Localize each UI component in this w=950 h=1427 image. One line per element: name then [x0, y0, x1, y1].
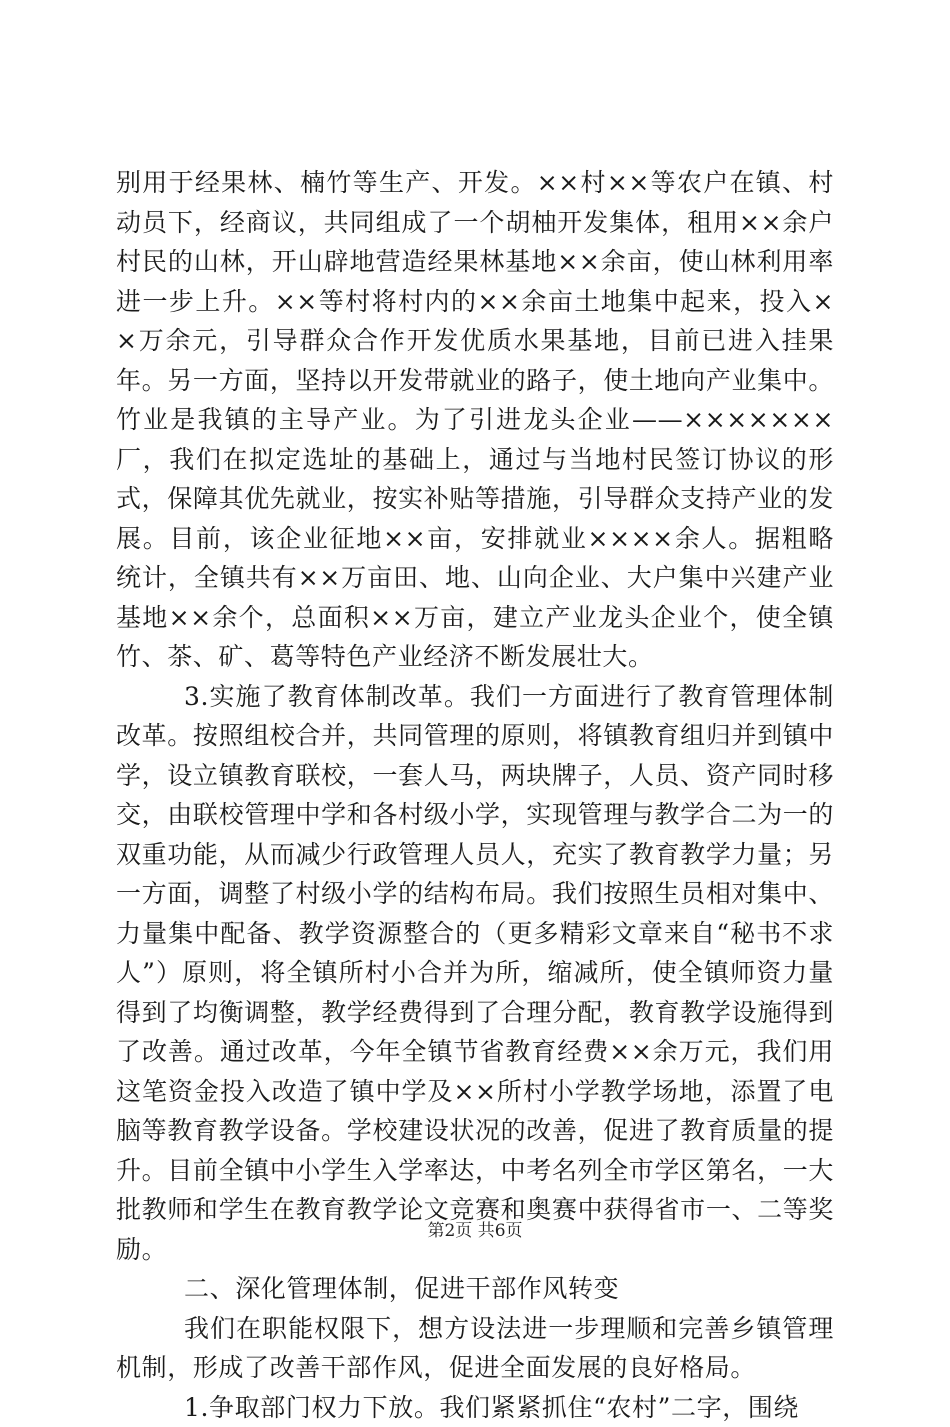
- page-footer: 第2页 共6页: [0, 1216, 950, 1241]
- paragraph-management-intro: 我们在职能权限下，想方设法进一步理顺和完善乡镇管理机制，形成了改善干部作风，促进全面发展的良好格局。: [116, 1309, 834, 1388]
- paragraph-education-reform: 3.实施了教育体制改革。我们一方面进行了教育管理体制改革。按照组校合并，共同管理的原则，将镇教育组归并到镇中学，设立镇教育联校，一套人马，两块牌子，人员、资产同时移交，由联校管理中学和各村级小学，实现管理与教学合二为一的双重功能，从而减少行政管理人员人，充实了教育教学力量；另一方面，调整了村级小学的结构布局。我们按照生员相对集中、力量集中配备、教学资源整合的（更多精彩文章来自“秘书不求人”）原则，将全镇所村小合并为所，缩减所，使全镇师资力量得到了均衡调整，教学经费得到了合理分配，教育教学设施得到了改善。通过改革，今年全镇节省教育经费××余万元，我们用这笔资金投入改造了镇中学及××所村小学教学场地，添置了电脑等教育教学设备。学校建设状况的改善，促进了教育质量的提升。目前全镇中小学生入学率达，中考名列全市学区第名，一大批教师和学生在教育教学论文竞赛和奥赛中获得省市一、二等奖励。: [116, 677, 834, 1270]
- paragraph-power-delegation: 1.争取部门权力下放。我们紧紧抓住“农村”二字，围绕: [116, 1388, 834, 1427]
- section-heading: 二、深化管理体制，促进干部作风转变: [116, 1269, 834, 1309]
- paragraph-continuation: 别用于经果林、楠竹等生产、开发。××村××等农户在镇、村动员下，经商议，共同组成了一个胡柚开发集体，租用××余户村民的山林，开山辟地营造经果林基地××余亩，使山林利用率进一步上升。××等村将村内的××余亩土地集中起来，投入××万余元，引导群众合作开发优质水果基地，目前已进入挂果年。另一方面，坚持以开发带就业的路子，使土地向产业集中。竹业是我镇的主导产业。为了引进龙头企业——×××××××厂，我们在拟定选址的基础上，通过与当地村民签订协议的形式，保障其优先就业，按实补贴等措施，引导群众支持产业的发展。目前，该企业征地××亩，安排就业××××余人。据粗略统计，全镇共有××万亩田、地、山向企业、大户集中兴建产业基地××余个，总面积××万亩，建立产业龙头企业个，使全镇竹、茶、矿、葛等特色产业经济不断发展壮大。: [116, 163, 834, 677]
